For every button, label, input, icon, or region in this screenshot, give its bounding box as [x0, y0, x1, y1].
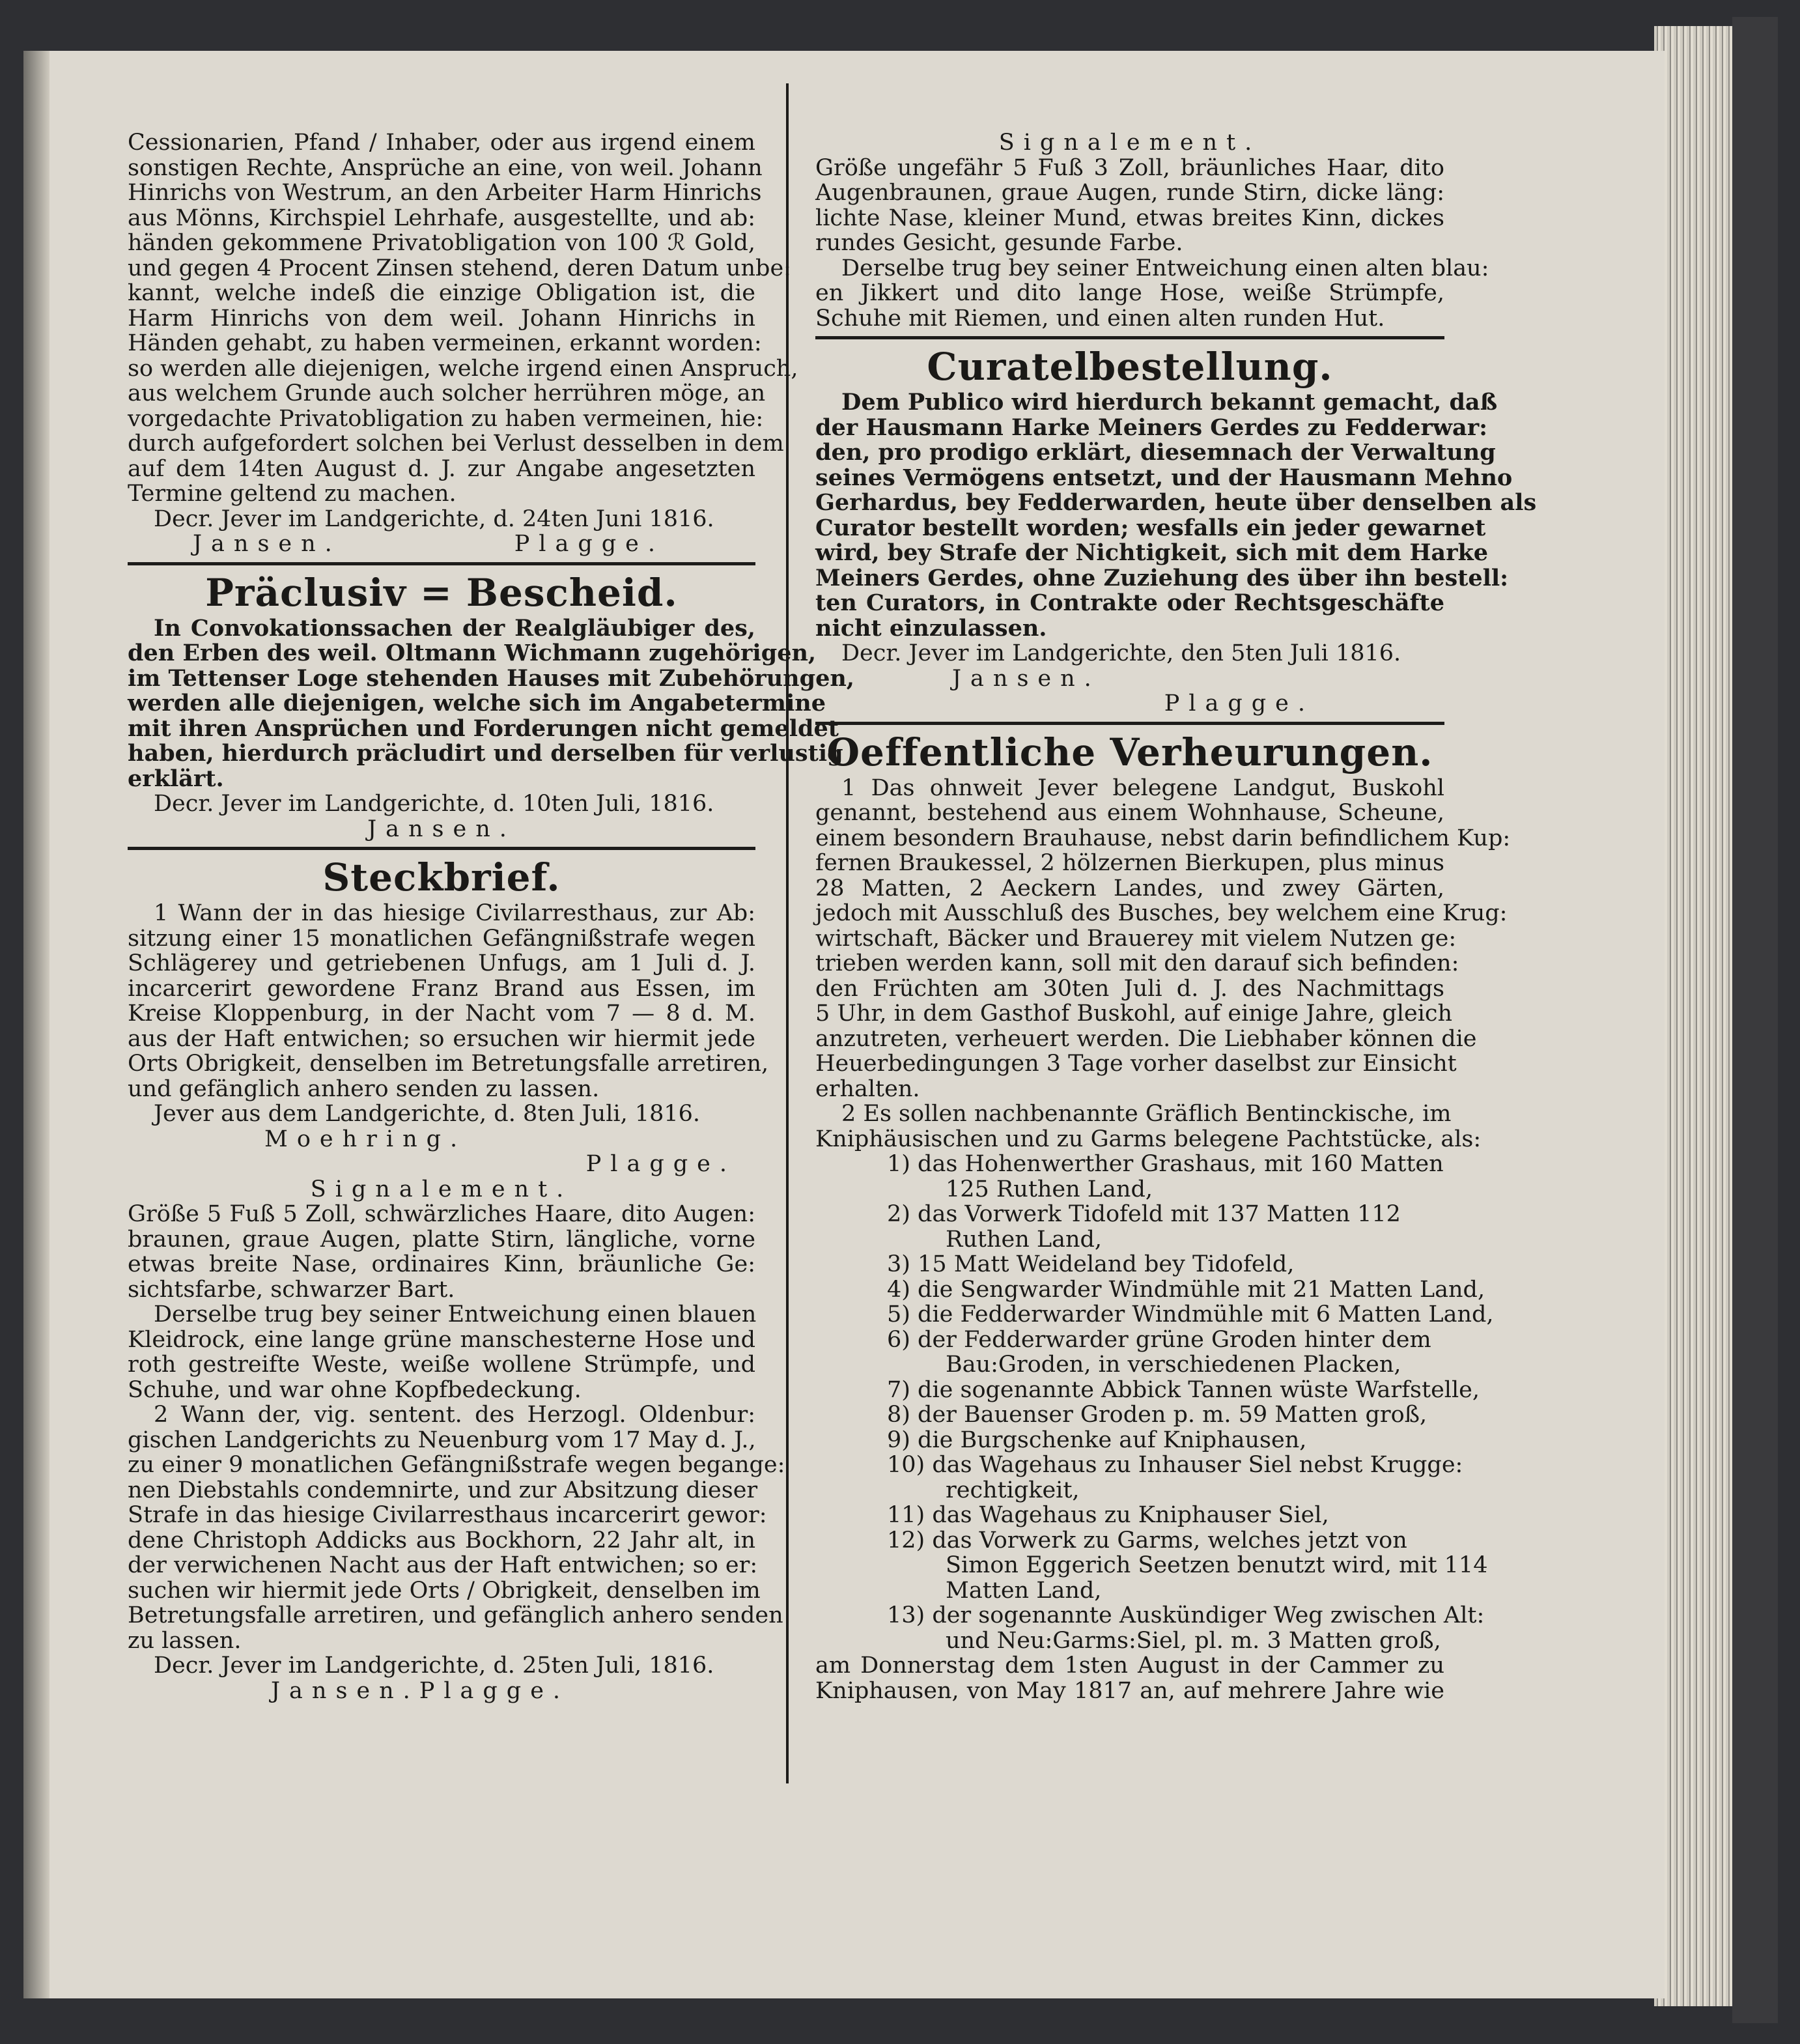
signature-jansen: Jansen. — [193, 531, 341, 557]
curatel-line: den, pro prodigo erklärt, diesemnach der Verwaltung — [815, 439, 1496, 466]
verheurung-line: 2 Es sollen nachbenannte Gräflich Bentinckische, im — [841, 1101, 1452, 1127]
intro-line: so werden alle diejenigen, welche irgend einen Anspruch, — [128, 355, 798, 382]
pacht-item-continuation: Matten Land, — [946, 1577, 1102, 1604]
steckbrief-second-line: 2 Wann der, vig. sentent. des Herzogl. Oldenbur: — [154, 1402, 755, 1428]
verheurung-line: trieben werden kann, soll mit den darauf sich befinden: — [815, 950, 1459, 976]
page-edge-stack — [1654, 26, 1732, 2006]
praeclusiv-heading: Präclusiv = Bescheid. — [205, 570, 678, 615]
signalement-body-right — [815, 156, 1444, 256]
signalement-heading-right: Signalement. — [998, 130, 1261, 156]
pacht-item-continuation: und Neu:Garms:Siel, pl. m. 3 Matten groß, — [946, 1627, 1441, 1654]
praeclusiv-decree: Decr. Jever im Landgerichte, d. 10ten Juli, 1816. — [154, 791, 714, 817]
steckbrief-decree: Jever aus dem Landgerichte, d. 8ten Juli, 1816. — [154, 1101, 701, 1127]
intro-line: auf dem 14ten August d. J. zur Angabe angesetzten — [128, 455, 755, 482]
intro-line: sonstigen Rechte, Ansprüche an eine, von weil. Johann — [128, 154, 763, 181]
section-rule — [128, 562, 755, 565]
steckbrief-line: und gefänglich anhero senden zu lassen. — [128, 1075, 600, 1102]
steckbrief-signature-plagge: Plagge. — [585, 1151, 736, 1177]
verheurung-line: erhalten. — [815, 1075, 920, 1102]
pacht-item-continuation: Simon Eggerich Seetzen benutzt wird, mit 114 — [946, 1552, 1488, 1578]
clothing-body-left — [128, 1302, 755, 1402]
signalement-line: Größe 5 Fuß 5 Zoll, schwärzliches Haare, dito Augen: — [128, 1201, 755, 1227]
steckbrief-second-line: zu lassen. — [128, 1627, 242, 1654]
curatel-line: Curator bestellt worden; wesfalls ein jeder gewarnet — [815, 514, 1486, 541]
praeclusiv-line: im Tettenser Loge stehenden Hauses mit Zubehörungen, — [128, 664, 854, 692]
curatel-line: Gerhardus, bey Fedderwarden, heute über denselben als — [815, 489, 1537, 516]
verheurung-line: 5 Uhr, in dem Gasthof Buskohl, auf einige Jahre, gleich — [815, 1001, 1453, 1027]
pacht-item-continuation: rechtigkeit, — [946, 1477, 1080, 1503]
verheurung-line: jedoch mit Ausschluß des Busches, bey welchem eine Krug: — [815, 900, 1508, 926]
signalement-heading-left: Signalement. — [310, 1176, 573, 1202]
clothing-line: roth gestreifte Weste, weiße wollene Strümpfe, und — [128, 1352, 755, 1378]
signalement-line: sichtsfarbe, schwarzer Bart. — [128, 1276, 455, 1303]
book-cover-edge — [1732, 17, 1778, 2023]
signalement-line: rundes Gesicht, gesunde Farbe. — [815, 230, 1183, 256]
verheurung-line: fernen Braukessel, 2 hölzernen Bierkupen, plus minus — [815, 850, 1444, 876]
steckbrief-second-line: der verwichenen Nacht aus der Haft entwichen; so er: — [128, 1552, 758, 1578]
section-rule — [815, 722, 1444, 725]
verheurung-line: am Donnerstag dem 1sten August in der Cammer zu — [815, 1653, 1444, 1679]
pacht-item: 9) die Burgschenke auf Kniphausen, — [887, 1427, 1307, 1453]
intro-line: händen gekommene Privatobligation von 100 ℛ Gold, — [128, 230, 755, 256]
signalement-body-left — [128, 1202, 755, 1302]
praeclusiv-line: In Convokationssachen der Realgläubiger des, — [154, 614, 755, 642]
page-gutter — [23, 51, 49, 1998]
section-rule — [128, 847, 755, 850]
column-divider — [786, 83, 789, 1783]
curatel-line: Meiners Gerdes, ohne Zuziehung des über ihn bestell: — [815, 564, 1509, 591]
curatel-body — [815, 389, 1537, 642]
intro-line: aus Mönns, Kirchspiel Lehrhafe, ausgestellte, und ab: — [128, 205, 755, 231]
intro-signatures — [128, 532, 755, 557]
curatel-line: wird, bey Strafe der Nichtigkeit, sich mit dem Harke — [815, 539, 1489, 566]
pacht-item: 11) das Wagehaus zu Kniphauser Siel, — [887, 1502, 1329, 1528]
clothing-line: Derselbe trug bey seiner Entweichung einen blauen — [154, 1301, 757, 1327]
intro-line: vorgedachte Privatobligation zu haben vermeinen, hie: — [128, 405, 764, 432]
curatel-decree: Decr. Jever im Landgerichte, den 5ten Juli 1816. — [841, 640, 1401, 666]
steckbrief-line: Orts Obrigkeit, denselben im Betretungsfalle arretiren, — [128, 1051, 769, 1077]
pacht-item: 6) der Fedderwarder grüne Groden hinter dem — [887, 1326, 1431, 1353]
steckbrief-line: Kreise Kloppenburg, in der Nacht vom 7 — 8 d. M. — [128, 1001, 755, 1027]
left-column — [128, 130, 854, 1704]
intro-line: und gegen 4 Procent Zinsen stehend, deren Datum unbe: — [128, 255, 791, 281]
steckbrief-line: aus der Haft entwichen; so ersuchen wir hiermit jede — [128, 1025, 755, 1052]
verheurung-line: Kniphäusischen und zu Garms belegene Pachtstücke, als: — [815, 1126, 1482, 1152]
verheurung-line: Heuerbedingungen 3 Tage vorher daselbst zur Einsicht — [815, 1051, 1457, 1077]
pacht-item: 12) das Vorwerk zu Garms, welches jetzt von — [887, 1527, 1407, 1554]
praeclusiv-signature: Jansen. — [367, 816, 516, 842]
praeclusiv-line: haben, hierdurch präcludirt und derselben für verlustig — [128, 740, 843, 767]
verheurungen-first — [815, 774, 1511, 1102]
intro-decree: Decr. Jever im Landgerichte, d. 24ten Juni 1816. — [154, 505, 714, 532]
steckbrief-line: sitzung einer 15 monatlichen Gefängnißstrafe wegen — [128, 925, 755, 952]
curatel-line: Dem Publico wird hierdurch bekannt gemacht, daß — [841, 389, 1498, 416]
steckbrief-second — [128, 1402, 785, 1654]
praeclusiv-line: erklärt. — [128, 765, 224, 792]
steckbrief-second-line: nen Diebstahls condemnirte, und zur Absitzung dieser — [128, 1477, 758, 1503]
verheurungen-second-intro — [815, 1101, 1482, 1152]
signalement-line: braunen, graue Augen, platte Stirn, längliche, vorne — [128, 1226, 755, 1253]
verheurung-line: den Früchten am 30ten Juli d. J. des Nachmittags — [815, 975, 1444, 1002]
steckbrief-signatures-2 — [128, 1679, 755, 1704]
intro-line: Händen gehabt, zu haben vermeinen, erkannt worden: — [128, 330, 762, 356]
right-column — [815, 130, 1537, 1704]
clothing-line: Derselbe trug bey seiner Entweichung einen alten blau: — [841, 255, 1489, 281]
signalement-line: etwas breite Nase, ordinaires Kinn, bräunliche Ge: — [128, 1251, 755, 1277]
praeclusiv-line: werden alle diejenigen, welche sich im Angabetermine — [128, 690, 826, 717]
steckbrief-second-line: Betretungsfalle arretiren, und gefänglich anhero senden — [128, 1602, 783, 1628]
pacht-item: 4) die Sengwarder Windmühle mit 21 Matten Land, — [887, 1276, 1485, 1303]
verheurungen-closing — [815, 1653, 1444, 1703]
pacht-item: 2) das Vorwerk Tidofeld mit 137 Matten 112 — [887, 1201, 1401, 1227]
steckbrief-body — [128, 900, 769, 1102]
intro-line: durch aufgefordert solchen bei Verlust desselben in dem — [128, 431, 784, 457]
pacht-item: 1) das Hohenwerther Grashaus, mit 160 Matten — [887, 1151, 1444, 1177]
pacht-item: 7) die sogenannte Abbick Tannen wüste Warfstelle, — [887, 1376, 1480, 1403]
curatel-heading: Curatelbestellung. — [927, 345, 1333, 389]
praeclusiv-line: den Erben des weil. Oltmann Wichmann zugehörigen, — [128, 640, 817, 666]
steckbrief-heading: Steckbrief. — [322, 855, 561, 900]
steckbrief-second-line: Strafe in das hiesige Civilarresthaus incarcerirt gewor: — [128, 1502, 767, 1528]
verheurungen-heading: Oeffentliche Verheurungen. — [826, 730, 1433, 774]
intro-line: Harm Hinrichs von dem weil. Johann Hinrichs in — [128, 305, 755, 332]
pacht-item-continuation: 125 Ruthen Land, — [946, 1176, 1153, 1202]
praeclusiv-body — [128, 614, 854, 792]
curatel-line: seines Vermögens entsetzt, und der Hausmann Mehno — [815, 464, 1513, 491]
signature-jansen: Jansen. — [271, 1677, 419, 1704]
verheurung-line: anzutreten, verheuert werden. Die Liebhaber können die — [815, 1025, 1477, 1052]
clothing-line: Schuhe mit Riemen, und einen alten runden Hut. — [815, 305, 1385, 332]
intro-line: aus welchem Grunde auch solcher herrühren möge, an — [128, 380, 766, 406]
pacht-item-continuation: Bau:Groden, in verschiedenen Placken, — [946, 1352, 1401, 1378]
verheurung-line: 1 Das ohnweit Jever belegene Landgut, Buskohl — [841, 774, 1444, 801]
steckbrief-second-line: zu einer 9 monatlichen Gefängnißstrafe wegen begange: — [128, 1452, 785, 1478]
clothing-line: Kleidrock, eine lange grüne manschesterne Hose und — [128, 1326, 755, 1353]
verheurung-line: wirtschaft, Bäcker und Brauerey mit vielem Nutzen ge: — [815, 925, 1457, 952]
signature-plagge: Plagge. — [419, 1677, 570, 1704]
steckbrief-decree-2: Decr. Jever im Landgerichte, d. 25ten Juli, 1816. — [154, 1653, 714, 1679]
intro-line: Cessionarien, Pfand / Inhaber, oder aus irgend einem — [128, 130, 755, 156]
pacht-item: 8) der Bauenser Groden p. m. 59 Matten groß, — [887, 1402, 1427, 1428]
intro-line: Termine geltend zu machen. — [128, 481, 457, 507]
verheurung-line: 28 Matten, 2 Aeckern Landes, und zwey Gärten, — [815, 875, 1444, 901]
curatel-line: nicht einzulassen. — [815, 614, 1047, 642]
steckbrief-line: 1 Wann der in das hiesige Civilarresthaus, zur Ab: — [154, 900, 755, 926]
pacht-item: 10) das Wagehaus zu Inhauser Siel nebst Kruggе: — [887, 1452, 1463, 1478]
praeclusiv-line: mit ihren Ansprüchen und Forderungen nicht gemeldet — [128, 715, 839, 742]
signalement-line: lichte Nase, kleiner Mund, etwas breites Kinn, dickes — [815, 205, 1444, 231]
pacht-items-list — [815, 1151, 1494, 1654]
steckbrief-second-line: gischen Landgerichts zu Neuenburg vom 17 May d. J., — [128, 1427, 756, 1453]
steckbrief-line: incarcerirt gewordene Franz Brand aus Essen, im — [128, 975, 755, 1002]
pacht-item-continuation: Ruthen Land, — [946, 1226, 1103, 1253]
pacht-item: 3) 15 Matt Weideland bey Tidofeld, — [887, 1251, 1295, 1277]
clothing-line: en Jikkert und dito lange Hose, weiße Strümpfe, — [815, 280, 1444, 306]
signalement-line: Augenbraunen, graue Augen, runde Stirn, dicke läng: — [815, 180, 1444, 206]
pacht-item: 5) die Fedderwarder Windmühle mit 6 Matten Land, — [887, 1301, 1494, 1327]
intro-line: kannt, welche indeß die einzige Obligation ist, die — [128, 280, 755, 306]
signature-plagge: Plagge. — [514, 531, 664, 557]
steckbrief-second-line: dene Christoph Addicks aus Bockhorn, 22 Jahr alt, in — [128, 1527, 755, 1554]
steckbrief-line: Schlägerey und getriebenen Unfugs, am 1 Juli d. J. — [128, 950, 755, 976]
curatel-signature-plagge: Plagge. — [1164, 690, 1314, 717]
intro-paragraph — [128, 130, 798, 507]
pacht-item: 13) der sogenannte Auskündiger Weg zwischen Alt: — [887, 1602, 1485, 1628]
section-rule — [815, 336, 1444, 339]
intro-line: Hinrichs von Westrum, an den Arbeiter Harm Hinrichs — [128, 180, 762, 206]
signalement-line: Größe ungefähr 5 Fuß 3 Zoll, bräunliches Haar, dito — [815, 154, 1444, 181]
curatel-line: der Hausmann Harke Meiners Gerdes zu Fedderwar: — [815, 414, 1488, 441]
verheurung-line: genannt, bestehend aus einem Wohnhause, Scheune, — [815, 800, 1444, 826]
verheurung-line: Kniphausen, von May 1817 an, auf mehrere Jahre wie — [815, 1677, 1444, 1704]
clothing-body-right — [815, 255, 1489, 332]
clothing-line: Schuhe, und war ohne Kopfbedeckung. — [128, 1376, 582, 1403]
curatel-signature-jansen: Jansen. — [952, 665, 1101, 692]
curatel-line: ten Curators, in Contrakte oder Rechtsgeschäfte — [815, 589, 1444, 616]
verheurung-line: einem besondern Brauhause, nebst darin befindlichem Kup: — [815, 825, 1511, 851]
steckbrief-second-line: suchen wir hiermit jede Orts / Obrigkeit, denselben im — [128, 1577, 761, 1604]
steckbrief-signature-moehring: Moehring. — [264, 1126, 467, 1152]
